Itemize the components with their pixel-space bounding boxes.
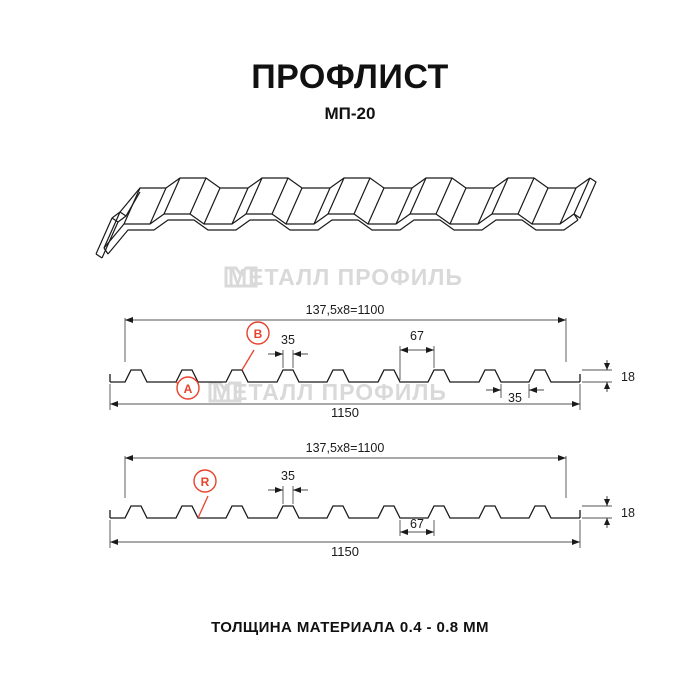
- watermark-logo-icon: [210, 383, 240, 401]
- material-thickness-note: ТОЛЩИНА МАТЕРИАЛА 0.4 - 0.8 ММ: [211, 619, 489, 636]
- dim-rib-width-2: 67: [410, 517, 424, 531]
- dim-pitch-2: 35: [281, 469, 295, 483]
- marker-r-label: R: [200, 475, 210, 489]
- dim-pitch-1: 35: [281, 333, 295, 347]
- marker-a: [177, 377, 199, 399]
- marker-a-label: A: [183, 382, 193, 396]
- page-subtitle: МП-20: [324, 104, 376, 123]
- dim-height-2: 18: [621, 506, 635, 520]
- dim-top-2: 137,5х8=1100: [305, 441, 385, 455]
- dim-top-1: 137,5х8=1100: [305, 303, 385, 317]
- marker-r: [194, 470, 216, 492]
- dim-bottom-1: 1150: [331, 405, 359, 420]
- watermark-text: МЕТАЛЛ ПРОФИЛЬ: [212, 379, 447, 405]
- isometric-sheet-view: [96, 178, 596, 258]
- dim-rib-width-1: 67: [410, 329, 424, 343]
- dim-bottom-2: 1150: [331, 544, 359, 559]
- page-title: ПРОФЛИСТ: [251, 58, 449, 96]
- dim-height-1: 18: [621, 370, 635, 384]
- profile-view-r: [110, 455, 612, 548]
- marker-b-label: B: [253, 327, 263, 341]
- marker-b: [247, 322, 269, 344]
- watermark-logo-icon: [226, 268, 256, 286]
- dim-pitch-1b: 35: [508, 391, 522, 405]
- watermark-text: МЕТАЛЛ ПРОФИЛЬ: [228, 264, 463, 290]
